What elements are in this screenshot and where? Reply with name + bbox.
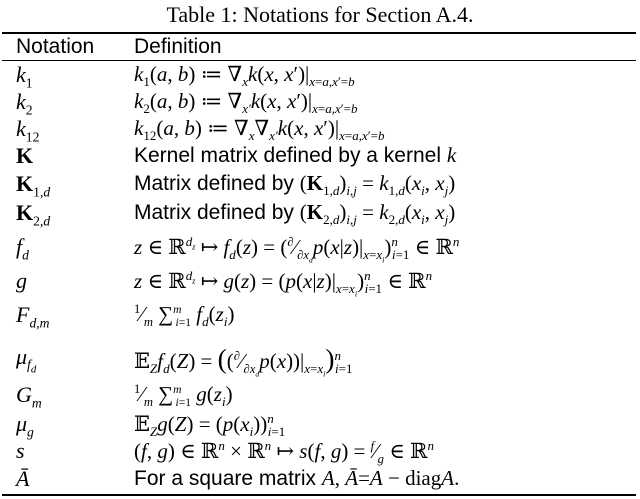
- definition-cell: z ∈ ℝ$^{d_z}$ ↦ $f_d(z)$ = $(^\partial⁄_{\partial x_d}p(x|z)|_{x=x_i})^n_{i=1}$ ∈ ℝ$^n$: [134, 234, 460, 265]
- definition-cell: $𝔼_Zf_d(Z)$ = $((^\partial⁄_{\partial x_d}p(x))|_{x=x_i})^n_{i=1}$: [134, 344, 353, 379]
- notation-cell: $k_{12}$: [16, 116, 40, 145]
- header-notation: Notation: [16, 35, 95, 58]
- table-row: [0, 200, 640, 229]
- table-row: [0, 62, 640, 91]
- notation-cell: $\mu_{f_d}$: [16, 344, 37, 377]
- notation-cell: $k_1$: [16, 62, 33, 91]
- definition-cell: Kernel matrix defined by a kernel k: [134, 143, 457, 167]
- table-row: [0, 171, 640, 200]
- table-row: [0, 116, 640, 145]
- header-definition: Definition: [134, 35, 222, 58]
- notation-cell: $\mu_g$: [16, 411, 34, 440]
- header-rule: [2, 60, 636, 61]
- bottom-rule: [2, 494, 636, 496]
- definition-cell: z ∈ ℝ$^{d_z}$ ↦ $g(z) = (p(x|z)|_{x=x_i})^n_{i=1}$ ∈ ℝ$^n$: [134, 268, 433, 299]
- table-row: [0, 438, 640, 467]
- definition-cell: (f, g) ∈ ℝ$^n$ × ℝ$^n$ ↦ s(f, $g) = ^f⁄_g$ ∈ ℝ$^n$: [134, 438, 434, 467]
- table-row: [0, 466, 640, 492]
- notation-cell: K: [16, 143, 34, 168]
- table-row: [0, 234, 640, 265]
- notation-cell: $G_m$: [16, 382, 42, 411]
- definition-cell: 𝔼$_Z$g(Z) = $(p(x_i))^n_{i=1}$: [134, 411, 286, 440]
- definition-cell: $k_2(a$, b) ≔ $\nabla_{x'}k(x$, $x')|_{x=a,x'=b}$: [134, 89, 358, 117]
- table-row: [0, 268, 640, 299]
- definition-cell: For a square matrix A, Ā=A − diagA.: [134, 466, 460, 490]
- notation-cell: $f_d$: [16, 234, 29, 263]
- definition-cell: $k_{12}(a$, b) ≔ $\nabla_x\nabla_{x'}k(x$, $x')|_{x=a,x'=b}$: [134, 116, 385, 144]
- definition-cell: Matrix defined by $(K_{2,d})_{i,j} = k_{2,d}(x_i$, $x_j$): [134, 200, 456, 228]
- table-row: [0, 411, 640, 440]
- table-row: [0, 143, 640, 169]
- table-row: [0, 89, 640, 118]
- table-row: [0, 302, 640, 331]
- definition-cell: Matrix defined by $(K_{1,d})_{i,j} = k_{1,d}(x_i$, $x_j$): [134, 171, 456, 199]
- notation-cell: $k_2$: [16, 89, 33, 118]
- notation-cell: $K_{1,d}$: [16, 171, 51, 200]
- definition-cell: $^1⁄_m$ ∑$^m_{i=1}$ $g(z_i)$: [134, 382, 233, 410]
- top-rule: [2, 32, 636, 34]
- notation-cell: s: [16, 438, 25, 463]
- table-row: [0, 382, 640, 411]
- definition-cell: $^1⁄_m$ ∑$^m_{i=1}$ $f_d(z_i)$: [134, 302, 235, 330]
- notation-cell: $F_{d,m}$: [16, 302, 50, 331]
- notation-cell: Ā: [16, 466, 30, 491]
- table-caption: Table 1: Notations for Section A.4.: [166, 2, 474, 27]
- notation-cell: g: [16, 268, 27, 293]
- definition-cell: $k_1(a$, b) ≔ $\nabla_xk(x$, $x')|_{x=a,x'=b}$: [134, 62, 355, 90]
- table-row: [0, 344, 640, 379]
- notation-cell: $K_{2,d}$: [16, 200, 51, 229]
